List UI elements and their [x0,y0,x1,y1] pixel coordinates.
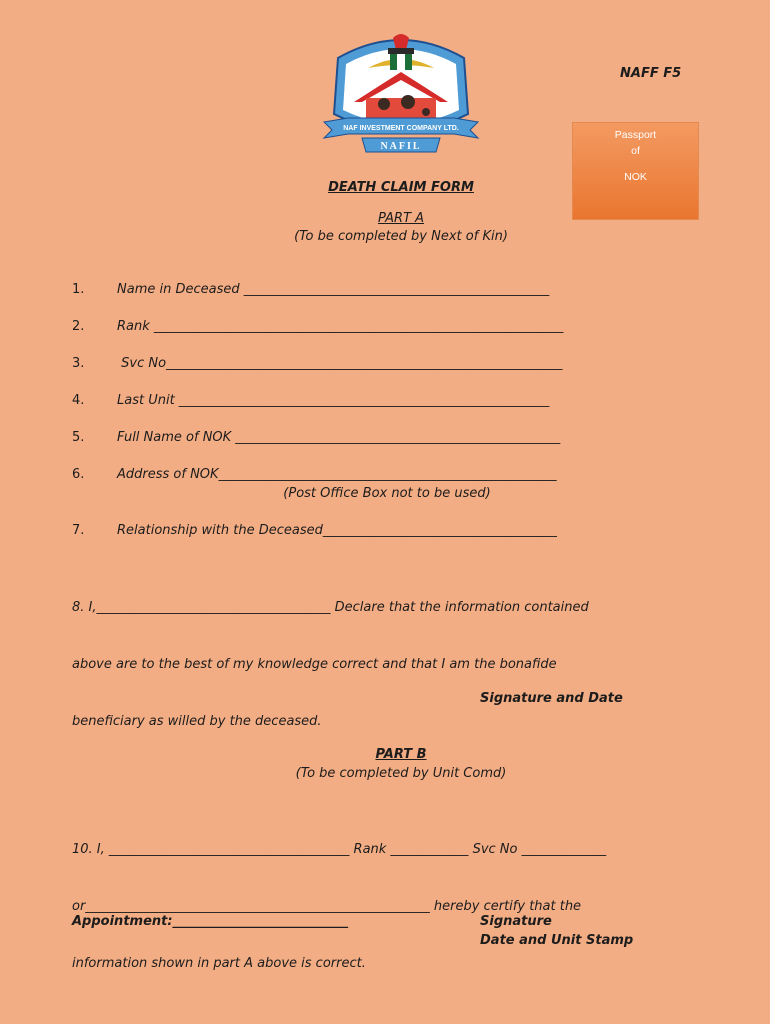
item-number: 2. [72,319,85,334]
name-of-deceased-field[interactable]: Name in Deceased _______________________________________________ [117,282,550,297]
certification-text [72,802,732,992]
item-number: 1. [72,282,85,297]
part-a-heading: PART A [377,211,425,226]
appointment-field[interactable]: Appointment:___________________________ [72,914,349,929]
declaration-line-3: beneficiary as willed by the deceased. [72,714,322,729]
document-code: NAFF F5 [620,66,682,81]
passport-photo-box [572,122,699,220]
form-title: DEATH CLAIM FORM [328,180,474,195]
last-unit-field[interactable]: Last Unit _________________________________________________________ [117,393,550,408]
relationship-field[interactable]: Relationship with the Deceased____________________________________ [117,523,557,538]
item-number: 3. [72,356,85,371]
address-of-nok-field[interactable]: Address of NOK____________________________________________________ [117,467,557,482]
signature-and-date-label: Signature and Date [480,691,623,706]
passport-nok-label: NOK [624,171,647,183]
crest-icon [318,28,484,160]
full-name-of-nok-field[interactable]: Full Name of NOK __________________________________________________ [117,430,561,445]
part-a-subheading: (To be completed by Next of Kin) [294,229,508,244]
certification-line-3: information shown in part A above is correct. [72,956,366,971]
part-b-heading: PART B [375,747,427,762]
certification-line-2[interactable]: or_____________________________________________________ hereby certify that the [72,899,582,914]
part-b-subheading: (To be completed by Unit Comd) [295,766,507,781]
item-number: 5. [72,430,85,445]
logo-ribbon-text: NAF INVESTMENT COMPANY LTD. [343,125,459,132]
item-number: 7. [72,523,85,538]
nafil-crest-logo [318,28,484,160]
rank-field[interactable]: Rank _______________________________________________________________ [117,319,564,334]
date-and-unit-stamp-label: Date and Unit Stamp [480,933,634,948]
declaration-line-1[interactable]: 8. I,____________________________________ Declare that the information contained [72,600,589,615]
address-note: (Post Office Box not to be used) [283,486,491,501]
declaration-text [72,560,732,750]
unit-signature-label: Signature [480,914,552,929]
passport-of-label: of [631,145,640,157]
declaration-line-2: above are to the best of my knowledge correct and that I am the bonafide [72,657,557,672]
item-number: 6. [72,467,85,482]
item-number: 4. [72,393,85,408]
passport-label: Passport [614,129,657,141]
logo-banner-text: NAFIL [380,141,422,152]
svc-no-field[interactable]: Svc No_____________________________________________________________ [117,356,563,371]
certification-line-1[interactable]: 10. I, _____________________________________ Rank ____________ Svc No _____________ [72,842,607,857]
